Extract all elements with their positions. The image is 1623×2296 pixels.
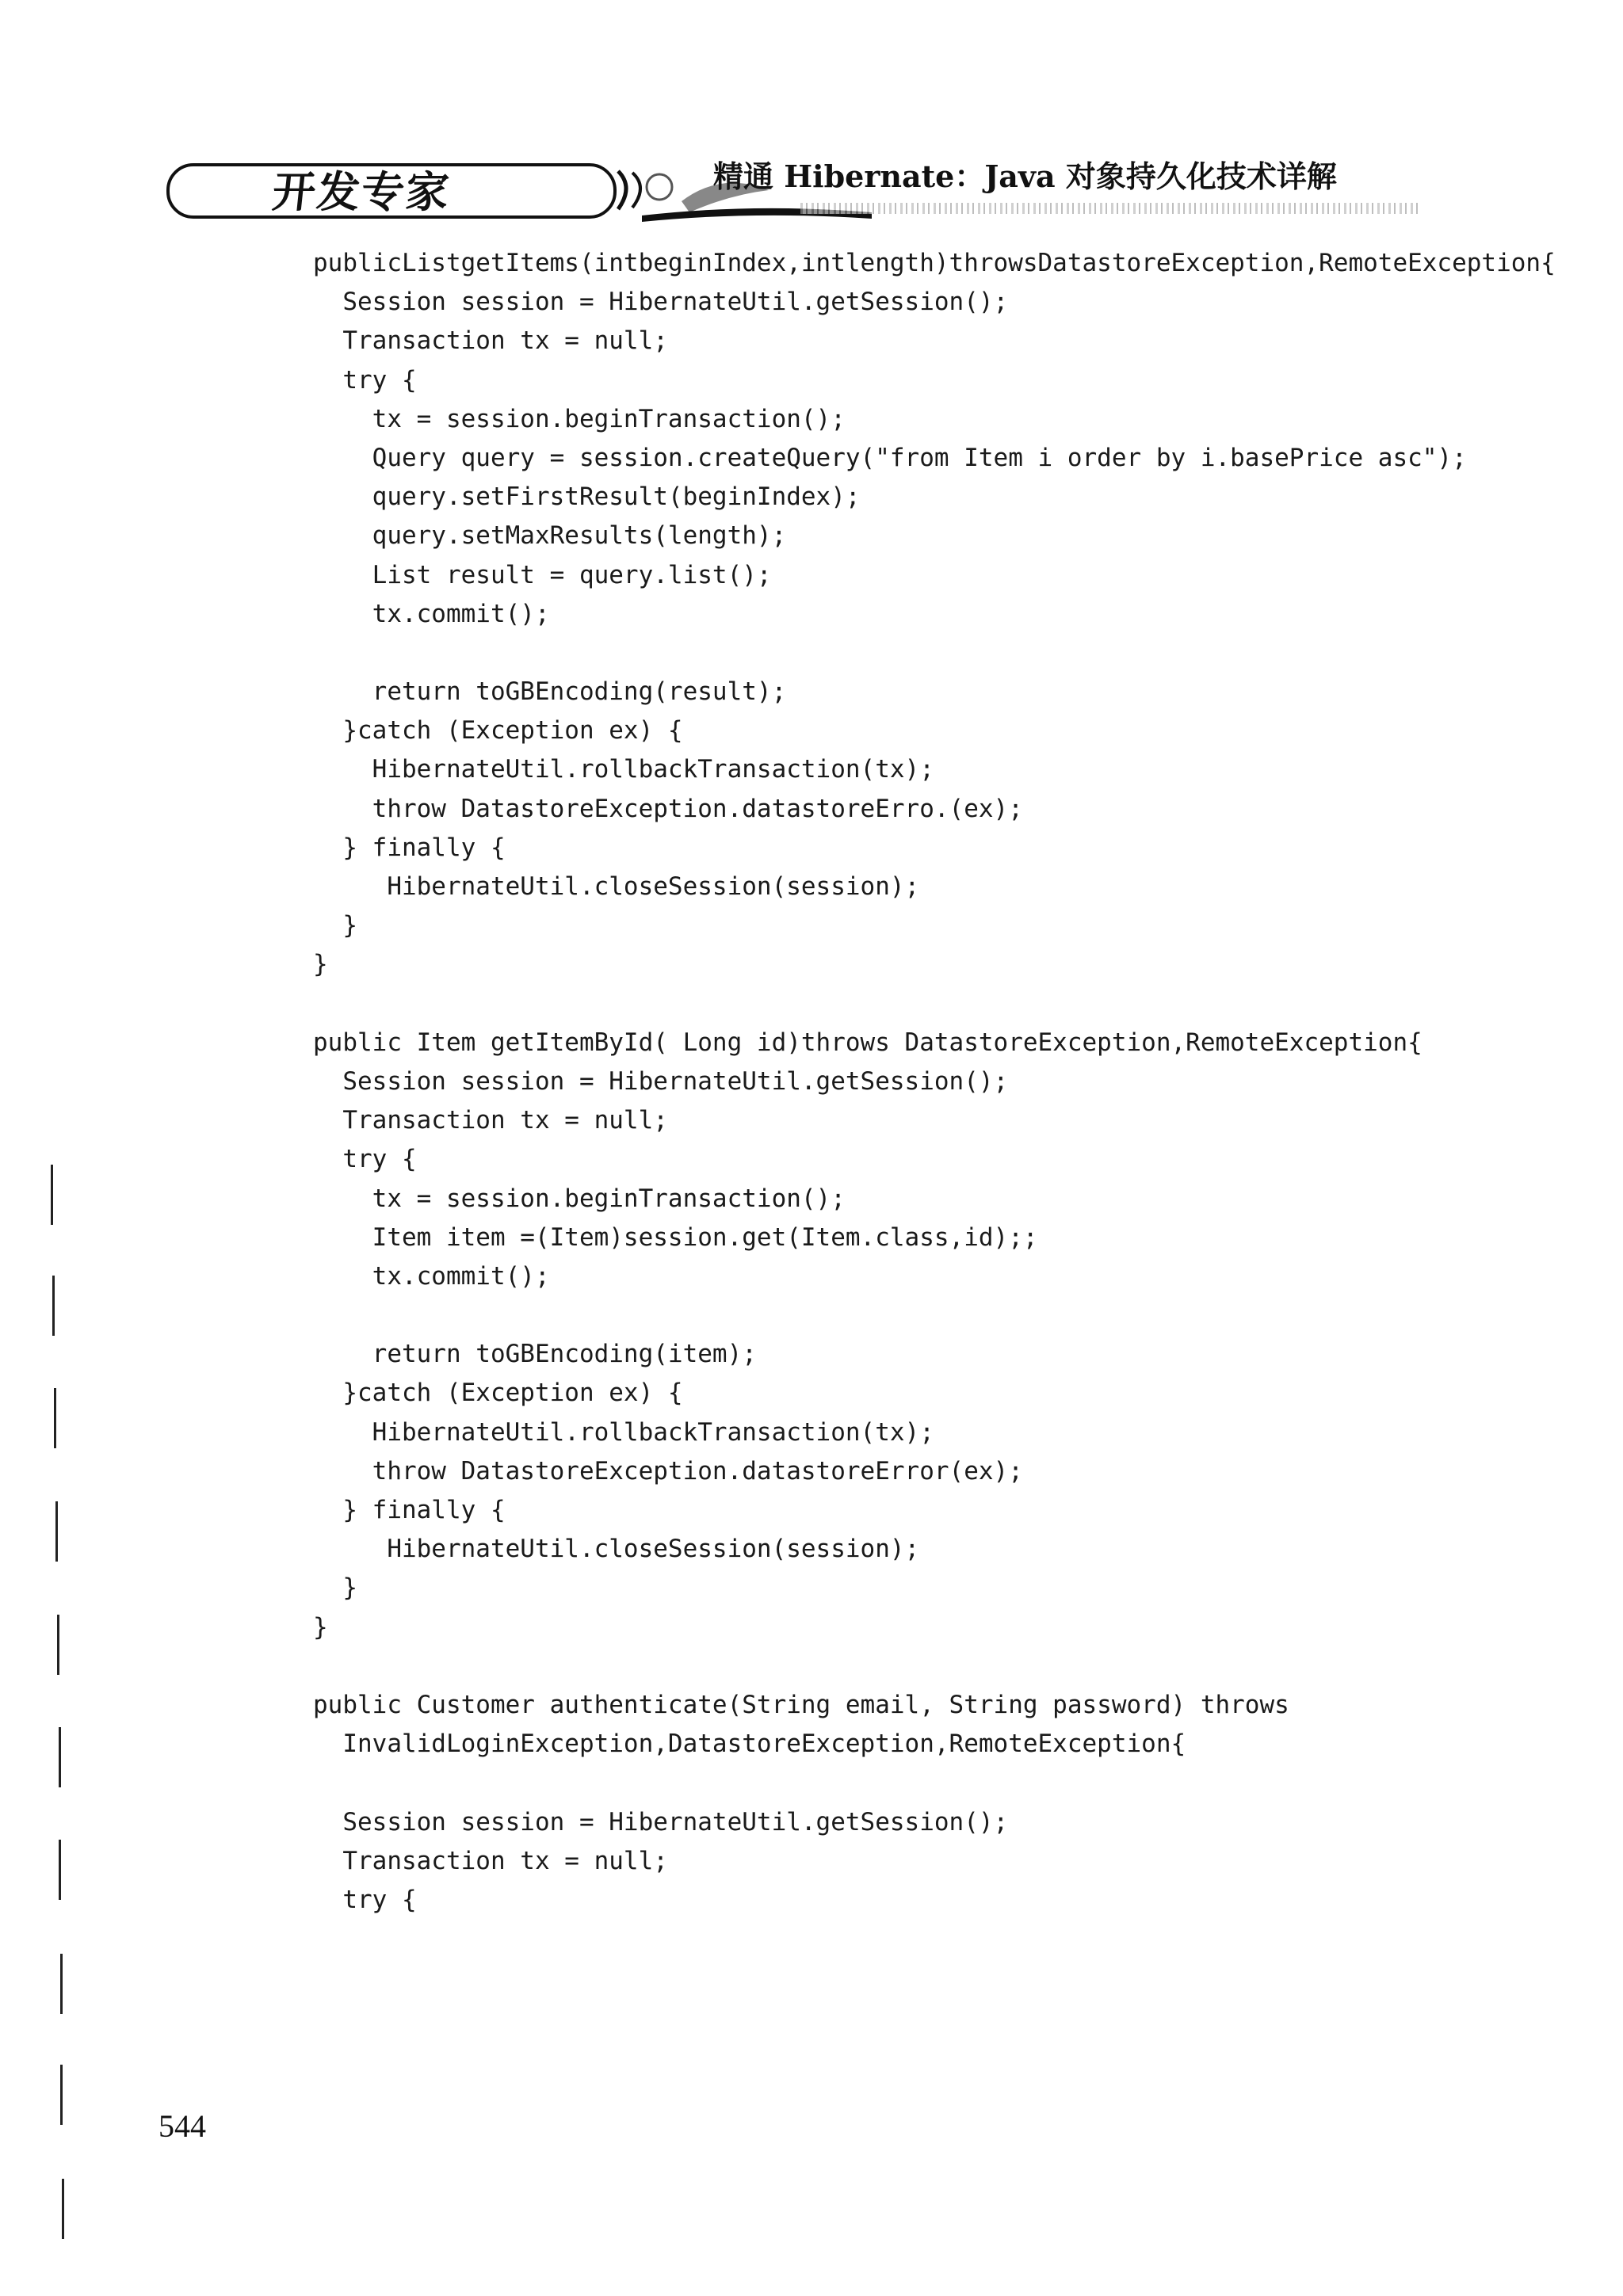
code-line: HibernateUtil.closeSession(session); (313, 1535, 920, 1564)
margin-scan-mark (54, 1388, 56, 1448)
code-line (313, 985, 1423, 1024)
code-line (313, 1647, 1423, 1686)
code-line: }catch (Exception ex) { (313, 716, 683, 746)
code-line: tx.commit(); (313, 599, 550, 628)
code-line: return toGBEncoding(result); (313, 677, 787, 707)
code-line: query.setFirstResult(beginIndex); (313, 482, 861, 512)
code-line (313, 1764, 1423, 1802)
code-line: List result = query.list(); (313, 560, 772, 589)
code-line: InvalidLoginException,DatastoreException,RemoteException{ (313, 1730, 1186, 1759)
code-line: Query query = session.createQuery("from Item i order by i.basePrice asc"); (313, 443, 1467, 472)
margin-scan-mark (52, 1276, 55, 1336)
page-number: 544 (158, 2108, 206, 2144)
code-line: Transaction tx = null; (313, 1106, 668, 1135)
code-line: try { (313, 1885, 417, 1914)
code-line: try { (313, 365, 417, 395)
code-line: throw DatastoreException.datastoreErro.(ex); (313, 794, 1023, 823)
code-line: } (313, 1573, 357, 1603)
margin-scan-mark (62, 2179, 64, 2239)
code-line: Transaction tx = null; (313, 1846, 668, 1875)
code-line: } (313, 911, 357, 940)
code-line: tx = session.beginTransaction(); (313, 404, 846, 433)
code-line: public Item getItemById( Long id)throws DatastoreException,RemoteException{ (313, 1028, 1423, 1057)
running-header (166, 155, 1337, 231)
code-line: return toGBEncoding(item); (313, 1340, 757, 1369)
header-decoration (800, 203, 1419, 214)
code-line: HibernateUtil.rollbackTransaction(tx); (313, 755, 934, 784)
code-line: Item item =(Item)session.get(Item.class,id);; (313, 1222, 1038, 1252)
code-line: } finally { (313, 1496, 506, 1524)
code-line: } (313, 1612, 328, 1642)
code-line: Transaction tx = null; (313, 326, 668, 356)
code-line: } finally { (313, 833, 506, 862)
code-line: throw DatastoreException.datastoreError(ex); (313, 1456, 1023, 1486)
margin-scan-mark (55, 1501, 58, 1562)
code-listing (313, 244, 1556, 1920)
code-line: }catch (Exception ex) { (313, 1379, 683, 1408)
code-line: tx = session.beginTransaction(); (313, 1184, 846, 1213)
margin-scan-mark (60, 2065, 63, 2125)
code-line: Session session = HibernateUtil.getSession(); (313, 288, 1009, 317)
code-line: query.setMaxResults(length); (313, 521, 787, 551)
code-line: Session session = HibernateUtil.getSession(); (313, 1066, 1009, 1096)
code-line: HibernateUtil.closeSession(session); (313, 872, 920, 901)
code-line: publicListgetItems(intbeginIndex,intlength)throwsDatastoreException,RemoteException{ (313, 249, 1556, 277)
margin-scan-mark (57, 1615, 59, 1675)
code-line: tx.commit(); (313, 1261, 550, 1291)
code-line: public Customer authenticate(String email, String password) throws (313, 1690, 1289, 1719)
series-logo-frame (166, 163, 617, 219)
book-title: 精通 Hibernate：Java 对象持久化技术详解 (713, 158, 1337, 194)
code-line: HibernateUtil.rollbackTransaction(tx); (313, 1417, 934, 1447)
code-line: Session session = HibernateUtil.getSession(); (313, 1807, 1009, 1836)
code-line: try { (313, 1145, 417, 1174)
series-logo-text: 开发专家 (269, 167, 453, 217)
margin-scan-mark (51, 1165, 53, 1225)
margin-scan-mark (59, 1727, 61, 1787)
code-line (313, 634, 1423, 673)
code-line (313, 1296, 1423, 1335)
code-line: } (313, 950, 328, 979)
margin-scan-mark (60, 1954, 63, 2014)
margin-scan-mark (59, 1840, 61, 1900)
